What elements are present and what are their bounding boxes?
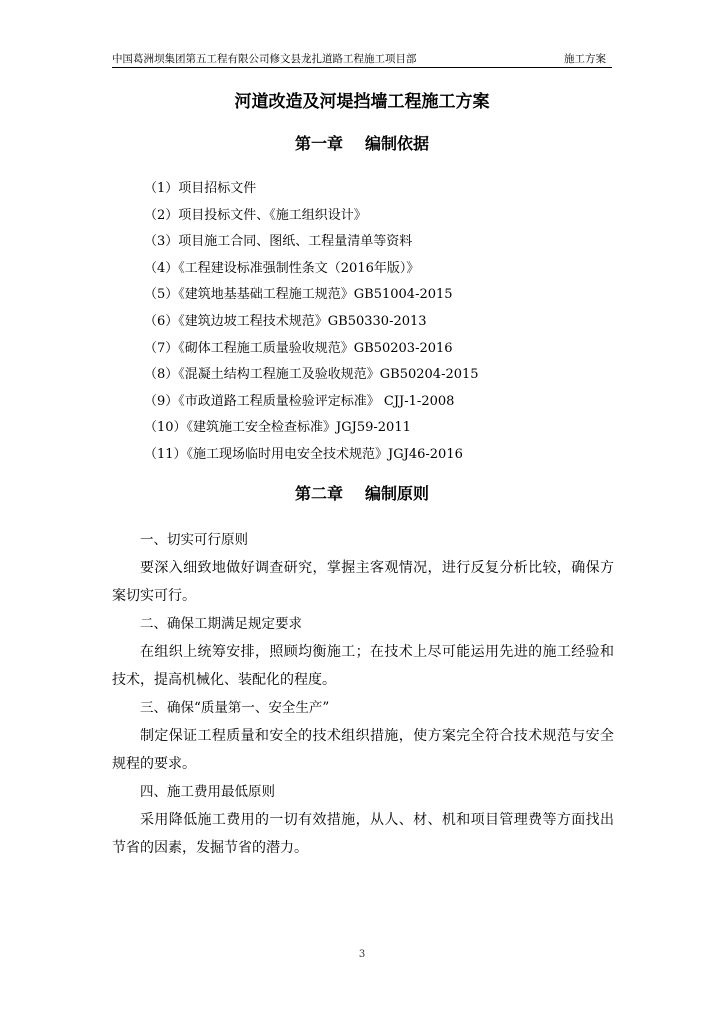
reference-item: （11）《施工现场临时用电安全技术规范》JGJ46-2016 <box>144 446 463 462</box>
principle-body: 在组织上统筹安排，照顾均衡施工；在技术上尽可能运用先进的施工经验和技术，提高机械化、装配化的程度。 <box>112 644 614 688</box>
reference-item: （5）《建筑地基基础工程施工规范》GB51004-2015 <box>144 287 453 303</box>
chapter-2-number: 第二章 <box>294 484 343 503</box>
document-title: 河道改造及河堤挡墙工程施工方案 <box>234 92 490 112</box>
principles-section <box>112 526 614 862</box>
reference-item: （10）《建筑施工安全检查标准》JGJ59-2011 <box>144 420 411 436</box>
chapter-2-title: 编制原则 <box>365 484 430 503</box>
header-company-project: 中国葛洲坝集团第五工程有限公司修文县龙扎道路工程施工项目部 <box>112 53 417 65</box>
principle-heading: 四、施工费用最低原则 <box>140 784 275 800</box>
reference-item: （4）《工程建设标准强制性条文（2016年版）》 <box>144 260 420 276</box>
reference-item: （6）《建筑边坡工程技术规范》GB50330-2013 <box>144 313 427 329</box>
principle-body: 制定保证工程质量和安全的技术组织措施，使方案完全符合技术规范与安全规程的要求。 <box>112 728 614 772</box>
header-divider <box>112 67 612 68</box>
principle-heading: 一、切实可行原则 <box>140 532 248 548</box>
reference-item: （3）项目施工合同、图纸、工程量清单等资料 <box>144 234 413 250</box>
principle-heading: 三、确保“质量第一、安全生产” <box>140 700 330 716</box>
header-doc-type: 施工方案 <box>564 53 606 65</box>
chapter-1-heading <box>0 132 724 156</box>
reference-list <box>144 176 604 469</box>
chapter-1-title: 编制依据 <box>365 134 430 153</box>
principle-body: 要深入细致地做好调查研究，掌握主客观情况，进行反复分析比较，确保方案切实可行。 <box>112 560 614 604</box>
reference-item: （9）《市政道路工程质量检验评定标准》 CJJ-1-2008 <box>144 393 455 409</box>
page-number: 3 <box>358 949 366 960</box>
reference-item: （7）《砌体工程施工质量验收规范》GB50203-2016 <box>144 340 453 356</box>
principle-body: 采用降低施工费用的一切有效措施，从人、材、机和项目管理费等方面找出节省的因素，发掘节省的潜力。 <box>112 812 614 856</box>
chapter-1-number: 第一章 <box>294 134 343 153</box>
principle-heading: 二、确保工期满足规定要求 <box>140 616 302 632</box>
reference-item: （1）项目招标文件 <box>144 181 257 196</box>
reference-item: （2）项目投标文件、《施工组织设计》 <box>144 207 367 223</box>
reference-item: （8）《混凝土结构工程施工及验收规范》GB50204-2015 <box>144 367 479 383</box>
chapter-2-heading <box>0 482 724 506</box>
page-header <box>112 52 612 66</box>
